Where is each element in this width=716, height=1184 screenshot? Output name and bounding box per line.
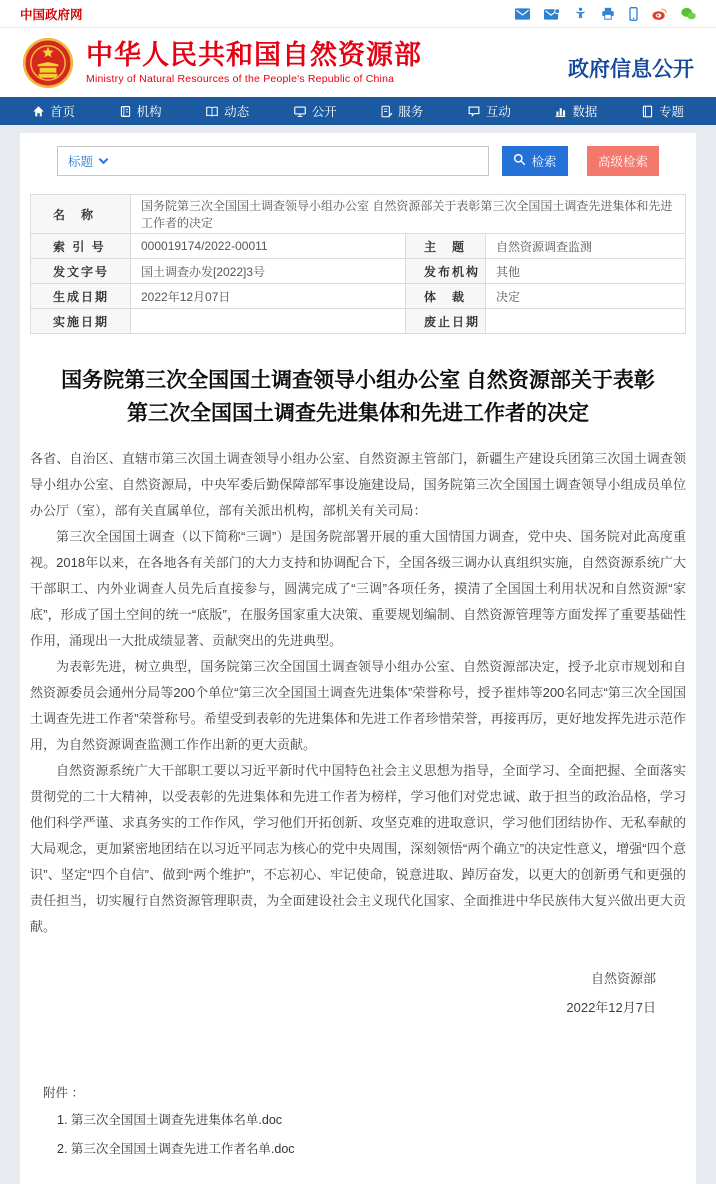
meta-value-repeal [486,309,686,334]
page-title: 国务院第三次全国国土调查领导小组办公室 自然资源部关于表彰第三次全国国土调查先进集体和先进工作者的决定 [61,369,655,425]
article-paragraph: 第三次全国国土调查（以下简称“三调”）是国务院部署开展的重大国情国力调查，党中央、国务院对此高度重视。2018年以来，在各地各有关部门的大力支持和协调配合下，全国各级三调办认真组织实施，自然资源系统广大干部职工、内外业调查人员先后直接参与，圆满完成了“三调”各项任务，摸清了全国国土利用状况和自然资源“家底”，形成了国土空间的统一“底版”，在服务国家重大决策、重要规划编制、自然资源管理等方面发挥了重要基础性作用，涌现出一大批成绩显著、贡献突出的先进典型。 [30,529,686,648]
attachment-link-collectives[interactable]: 1. 第三次全国国土调查先进集体名单.doc [57,1113,283,1127]
table-row [31,234,686,259]
article-paragraph: 为表彰先进，树立典型，国务院第三次全国国土调查领导小组办公室、自然资源部决定，授予北京市规划和自然资源委员会通州分局等200个单位“第三次全国国土调查先进集体”荣誉称号，授予崔炜等200名同志“第三次全国国土调查先进工作者”荣誉称号。希望受到表彰的先进集体和先进工作者珍惜荣誉，再接再厉，更好地发挥先进示范作用，为自然资源调查监测工作作出新的更大贡献。 [30,659,686,752]
ministry-title-en: Ministry of Natural Resources of the People's Republic of China [86,73,395,85]
meta-value-genre: 决定 [486,284,686,309]
accessibility-icon[interactable] [574,7,587,20]
document-meta-table [30,194,686,334]
advanced-search-label: 高级检索 [597,155,648,169]
table-row [31,309,686,334]
search-box [57,146,489,176]
search-bar [20,133,696,188]
content-card [20,133,696,1184]
signature-block [30,964,656,1022]
page-section-title: 政府信息公开 [568,57,694,81]
search-field-dropdown[interactable] [68,152,109,170]
meta-label-publisher: 发布机构 [406,259,486,284]
gov-portal-link[interactable]: 中国政府网 [20,7,83,22]
nav-item-interact[interactable] [467,102,511,120]
meta-label-name: 名 称 [31,195,131,234]
signature-org: 自然资源部 [590,971,656,986]
site-header [0,28,716,97]
meta-label-effective: 实施日期 [31,309,131,334]
main-nav [0,97,716,125]
search-button[interactable] [502,146,568,176]
search-field-label: 标题 [68,155,94,169]
nav-item-label: 首页 [50,105,76,119]
article-paragraph: 自然资源系统广大干部职工要以习近平新时代中国特色社会主义思想为指导，全面学习、全面把握、全面落实贯彻党的二十大精神，以受表彰的先进集体和先进工作者为榜样，学习他们对党忠诚、敢于担当的政治品格，学习他们科学严谨、求真务实的工作作风，学习他们开拓创新、攻坚克难的进取意识，学习他们团结协作、无私奉献的大局观念，更加紧密地团结在以习近平同志为核心的党中央周围，深刻领悟“两个确立”的决定性意义，增强“四个意识”、坚定“四个自信”、做到“两个维护”，不忘初心、牢记使命，锐意进取、踔厉奋发，以更大的创新勇气和更强的责任担当，切实履行自然资源管理职责，为全面建设社会主义现代化国家、全面推进中华民族伟大复兴做出更大贡献。 [30,763,686,934]
print-icon[interactable] [601,7,615,20]
meta-label-created: 生成日期 [31,284,131,309]
table-row [31,284,686,309]
nav-item-home[interactable] [32,102,75,120]
meta-value-docnum: 国土调查办发[2022]3号 [131,259,406,284]
nav-item-label: 服务 [398,105,424,119]
service-icon [380,105,393,118]
wechat-icon[interactable] [681,7,696,20]
meta-value-publisher: 其他 [486,259,686,284]
nav-item-org[interactable] [119,102,162,120]
news-icon [205,105,219,118]
weibo-icon[interactable] [652,7,667,20]
nav-item-label: 机构 [136,105,162,119]
nav-item-service[interactable] [380,102,423,120]
ministry-title-cn: 中华人民共和国自然资源部 [86,40,422,70]
meta-value-index: 000019174/2022-00011 [131,234,406,259]
disclosure-icon [293,105,307,118]
data-icon [554,105,567,118]
advanced-search-button[interactable] [587,146,659,176]
attachment-link-workers[interactable]: 2. 第三次全国国土调查先进工作者名单.doc [57,1142,295,1156]
org-icon [119,105,132,118]
chevron-down-icon [98,152,109,170]
nav-item-news[interactable] [205,102,249,120]
meta-value-created: 2022年12月07日 [131,284,406,309]
mail-icon[interactable] [515,8,530,20]
interact-icon [467,105,481,118]
meta-label-index: 索 引 号 [31,234,131,259]
search-button-label: 检索 [531,155,557,169]
mobile-icon[interactable] [629,7,638,21]
table-row [31,259,686,284]
nav-item-label: 公开 [311,105,337,119]
meta-value-effective [131,309,406,334]
home-icon [32,105,45,118]
attachments-section [43,1080,686,1164]
national-emblem-logo [22,37,74,89]
nav-item-label: 互动 [485,105,511,119]
search-input[interactable] [117,148,478,174]
meta-value-name: 国务院第三次全国国土调查领导小组办公室 自然资源部关于表彰第三次全国国土调查先进集体和先进工作者的决定 [131,195,686,234]
meta-label-repeal: 废止日期 [406,309,486,334]
article-paragraph: 各省、自治区、直辖市第三次国土调查领导小组办公室、自然资源主管部门，新疆生产建设兵团第三次国土调查领导小组办公室、自然资源局，中央军委后勤保障部军事设施建设局，国务院第三次全国国土调查领导小组成员单位办公厅（室），部有关直属单位，部有关派出机构，部机关有关司局： [30,451,686,518]
top-utility-bar [0,0,716,28]
meta-value-subject: 自然资源调查监测 [486,234,686,259]
nav-item-label: 数据 [572,105,598,119]
meta-label-subject: 主 题 [406,234,486,259]
nav-item-label: 动态 [224,105,250,119]
subscribe-icon[interactable] [544,8,560,20]
topics-icon [641,105,654,118]
article-body [20,364,696,1164]
table-row [31,195,686,234]
nav-item-topics[interactable] [641,102,684,120]
nav-item-disclosure[interactable] [293,102,337,120]
attachments-label: 附件 ： [43,1086,84,1100]
search-icon [513,153,526,169]
meta-label-genre: 体 裁 [406,284,486,309]
topbar-icon-group [515,7,696,21]
meta-label-docnum: 发文字号 [31,259,131,284]
ministry-title-block [86,40,422,85]
signature-date: 2022年12月7日 [566,1000,656,1015]
nav-item-label: 专题 [658,105,684,119]
nav-item-data[interactable] [554,102,597,120]
